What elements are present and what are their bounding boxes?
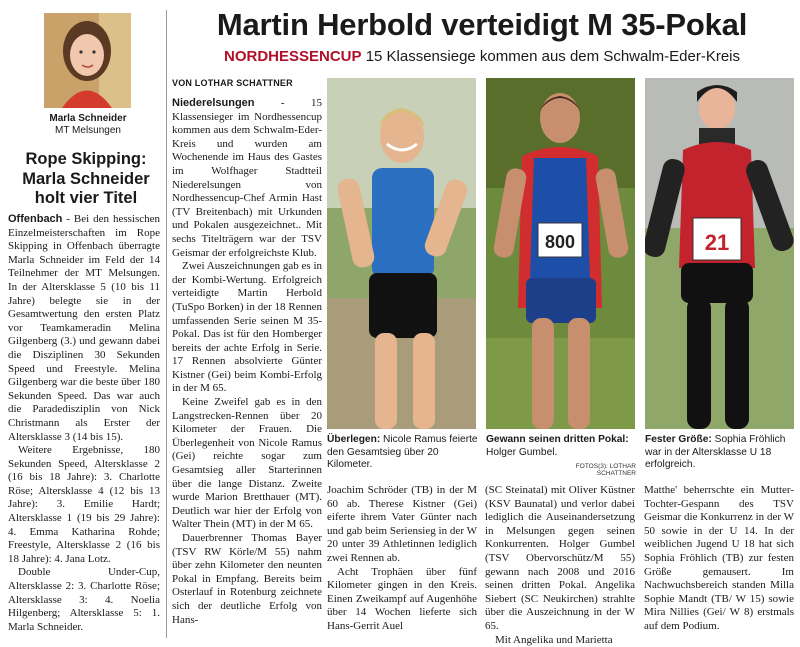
caption-2-bold: Gewann seinen dritten Pokal: bbox=[486, 434, 629, 445]
photo-nicole-ramus bbox=[327, 78, 476, 429]
photo-sophia-froehlich bbox=[645, 78, 794, 429]
main-paragraph: Zwei Auszeichnungen gab es in der Kombi-Wertung. Erfolgreich verteidigte Martin Herbold (TuSpo Borken) in der 18 Rennen umfassenden Serie seinen M 35-Pokal. Das ist für den Homberger bereits der achte Erfolg in Serie. 17 Rennen absolvierte Günter Kistner (Gei) beim Kombi-Erfolg in der M 65. bbox=[172, 260, 322, 395]
byline: VON LOTHAR SCHATTNER bbox=[172, 78, 293, 88]
photo-caption-2 bbox=[486, 434, 638, 459]
kicker: NORDHESSENCUP bbox=[223, 48, 362, 65]
sidebar-headline: Rope Skipping: Marla Schneider holt vier Titel bbox=[22, 150, 150, 207]
caption-3-text: Sophia Fröhlich war in der Altersklasse U 18 erfolgreich. bbox=[645, 434, 786, 470]
main-paragraph: - 15 Klassensieger im Nordhessencup kommen aus dem Schwalm-Eder-Kreis und wurden am Wochenende im Haus des Gastes im Wolfhager Stadtteil Niederelsungen von Nordhessencup-Chef Armin Hast (TV Breitenbach) mit Urkunden und Pokalen ausgezeichnet.. Mit sechs Titelträgern war der TSV Geismar der erfolgreichste Klub. bbox=[172, 97, 322, 259]
photo-holger-gumbel bbox=[486, 78, 635, 429]
sidebar-article-body bbox=[8, 213, 160, 634]
bib-number-21: 21 bbox=[704, 230, 730, 255]
photo-credit: FOTOS(3): LOTHAR SCHATTNER bbox=[575, 463, 636, 477]
portrait-caption bbox=[30, 113, 146, 137]
main-subheadline bbox=[172, 47, 792, 67]
bib-number-800: 800 bbox=[544, 232, 576, 252]
main-column-3 bbox=[485, 484, 635, 647]
caption-1-text: Nicole Ramus feierte den Gesamtsieg über 20 Kilometer. bbox=[327, 434, 478, 470]
photo-caption-1 bbox=[327, 434, 479, 472]
main-dateline: Niederelsungen bbox=[172, 97, 255, 109]
column-divider bbox=[166, 10, 167, 638]
main-paragraph: Acht Trophäen über fünf Kilometer gingen in den Kreis. Einen Zweikampf auf Augenhöhe über 14 Wochen lieferte sich Hans-Gerrit Auel bbox=[327, 565, 477, 632]
main-headline: Martin Herbold verteidigt M 35-Pokal bbox=[216, 7, 748, 42]
caption-1-bold: Überlegen: bbox=[327, 434, 381, 445]
main-paragraph: Joachim Schröder (TB) in der M 60 ab. Therese Kistner (Gei) eiferte ihrem Vater Günter nach und gab beim Seriensieg in der W 20 unter 39 Athletinnen lediglich zwei Rennen ab. bbox=[327, 484, 477, 564]
photo-caption-3 bbox=[645, 434, 795, 472]
subheadline-text: 15 Klassensiege kommen aus dem Schwalm-Eder-Kreis bbox=[365, 48, 741, 65]
sidebar-paragraph: Double Under-Cup, Altersklasse 2: 3. Charlotte Röse; Altersklasse 3: 4. Noelia Hilgenberg; Altersklasse 5: 1. Marla Schneider. bbox=[8, 566, 160, 633]
caption-2-text: Holger Gumbel. bbox=[486, 446, 558, 458]
main-paragraph: (SC Steinatal) mit Oliver Küstner (KSV Baunatal) und verlor dabei lediglich die Auseinandersetzung in Melsungen gegen seinen Konkurrenten. Holger Gumbel (TSV Obervorschütz/M 55) gewann nach 2008 und 2016 seinen dritten Pokal. Angelika Siebert (SC Neukirchen) strahlte über die Auszeichnung in der W 65. bbox=[485, 484, 635, 632]
sidebar-paragraph: Weitere Ergebnisse, 180 Sekunden Speed, Altersklasse 2 (16 bis 18 Jahre): 3. Charlotte Röse; Altersklasse 4 (12 bis 13 Jahre): 3. Emilie Hardt; Altersklasse 1 (19 bis 29 Jahre): 4. Emma Katharina Rohde; Freestyle, Altersklasse 2 (16 bis 18 Jahre): 4. Jana Lotz. bbox=[8, 444, 160, 565]
portrait-caption-name: Marla Schneider bbox=[49, 113, 127, 124]
main-paragraph: Keine Zweifel gab es in den Langstrecken-Rennen über 20 Kilometer der Frauen. Die Überlegenheit von Nicole Ramus (Gei) reichte sogar zum Gesamtsieg aller Starterinnen über die lange Distanz. Zweite wurde Marion Bretthauer (MT). Deutlich war hier der Erfolg von Walter Thein (MT) in der M 65. bbox=[172, 396, 322, 531]
main-paragraph: Mit Angelika und Marietta bbox=[495, 633, 613, 646]
portrait-caption-club: MT Melsungen bbox=[55, 125, 121, 136]
main-paragraph: Matthe' beherrschte ein Mutter-Tochter-Gespann des TSV Geismar die Konkurrenz in der W 50 sowie in der U 14. In der weiblichen Jugend U 18 hat sich Sophia Fröhlich (TB) zur festen Größe gemausert. Im Nachwuchsbereich standen Milla Sophie Mandt (TB/ W 15) sowie Mira Nillies (Gei/ W 8) erstmals auf dem Podium. bbox=[644, 484, 794, 632]
portrait-photo bbox=[44, 13, 131, 108]
sidebar-paragraph: - Bei den hessischen Einzelmeisterschaften im Rope Skipping in Offenbach überragte Marla Schneider im Feld der 14 Teilnehmer der MT Melsungen. In der Altersklasse 5 (10 bis 11 Jahre) belegte sie in der Gesamtwertung den ersten Platz vor Teamkameradin Melina Gilgenberg (3.) und gewann dabei die Disziplinen 30 Sekunden Speed und Freestyle. Melina Gilgenberg war die beste über 180 Sekunden Speed. Das war auch die Paradedisziplin von Nick Christmann als Erster der Altersklasse 3 (14 bis 15). bbox=[8, 213, 160, 443]
sidebar-dateline: Offenbach bbox=[8, 213, 63, 225]
caption-3-bold: Fester Größe: bbox=[645, 434, 712, 445]
main-column-1 bbox=[172, 97, 322, 627]
main-column-4 bbox=[644, 484, 794, 634]
main-paragraph: Dauerbrenner Thomas Bayer (TSV RW Körle/M 55) nahm über zehn Kilometer den neunten Pokal in Empfang. Bereits beim Osterlauf in Rotenburg zeichnete sich der deutliche Erfolg von Hans- bbox=[172, 532, 322, 626]
main-column-2 bbox=[327, 484, 477, 634]
